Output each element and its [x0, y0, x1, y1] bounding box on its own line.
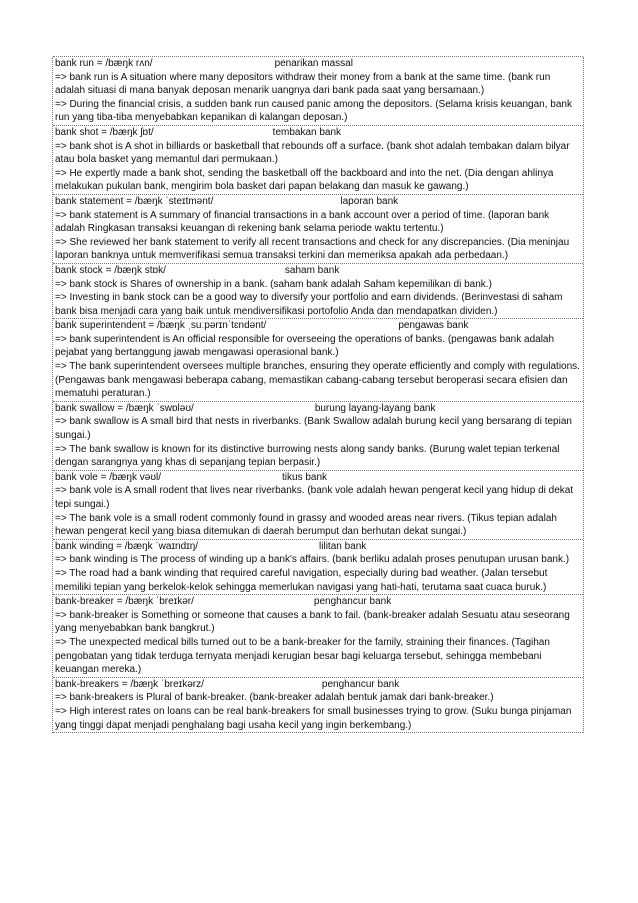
- entry-example: => The road had a bank winding that required careful navigation, especially during bad weather. (Jalan tersebut memiliki tepian yang berkelok-kelok sehingga memerlukan navigasi yang hati-hati, terutama saat cuaca buruk.): [55, 567, 548, 593]
- entry-header: [55, 126, 581, 140]
- entry-definition: => bank vole is A small rodent that lives near riverbanks. (bank vole adalah hewan pengerat kecil yang hidup di dekat tepi sungai.): [55, 485, 574, 510]
- vocab-entry: [53, 194, 583, 264]
- entry-translation: pengawas bank: [398, 320, 469, 332]
- entry-example: => The bank superintendent oversees multiple branches, ensuring they operate efficiently and comply with regulations. (Pengawas bank mengawasi beberapa cabang, memastikan cabang-cabang tersebut beroperasi secara efisien dan mematuhi peraturan.): [55, 361, 580, 400]
- entry-term: bank-breaker = /bæŋk ˈbreɪkər/: [55, 596, 194, 608]
- vocab-entry: [53, 125, 583, 195]
- vocab-entry: [53, 56, 583, 126]
- entry-term: bank stock = /bæŋk stɒk/: [55, 264, 166, 276]
- entry-definition: => bank swallow is A small bird that nests in riverbanks. (Bank Swallow adalah burung kecil yang bersarang di tepian sungai.): [55, 416, 572, 442]
- entry-header: [55, 471, 581, 485]
- vocab-entry: [53, 470, 583, 540]
- entry-example: => High interest rates on loans can be real bank-breakers for small businesses trying to grow. (Suku bunga pinjaman yang tinggi dapat menjadi penghalang bagi usaha kecil yang ingin berkembang.): [55, 705, 572, 731]
- vocabulary-list: [52, 57, 584, 733]
- entry-term: bank run = /bæŋk rʌn/: [55, 58, 153, 69]
- entry-term: bank statement = /bæŋk ˈsteɪtmənt/: [55, 195, 214, 207]
- entry-translation: tembakan bank: [272, 126, 342, 138]
- entry-translation: penghancur bank: [313, 596, 392, 608]
- entry-term: bank shot = /bæŋk ʃɒt/: [55, 126, 154, 138]
- entry-term: bank swallow = /bæŋk ˈswɒləʊ/: [55, 402, 194, 414]
- entry-example: => Investing in bank stock can be a good way to diversify your portfolio and earn dividends. (Berinvestasi di saham bank bisa menjadi cara yang baik untuk mendiversifikasi portofolio Anda dan mendapatkan dividen.): [55, 292, 563, 317]
- entry-translation: saham bank: [284, 264, 340, 276]
- entry-example: => He expertly made a bank shot, sending the basketball off the backboard and into the net. (Dia dengan ahlinya melakukan pukulan bank, mengirim bola basket dari papan belakang dan masuk ke gawang.): [55, 167, 554, 193]
- vocab-entry: [53, 539, 583, 595]
- vocab-entry: [53, 401, 583, 471]
- entry-term: bank winding = /bæŋk ˈwaɪndɪŋ/: [55, 540, 199, 552]
- entry-translation: penarikan massal: [274, 58, 353, 69]
- entry-example: => During the financial crisis, a sudden bank run caused panic among the depositors. (Selama krisis keuangan, bank run yang tiba-tiba menyebabkan kepanikan di kalangan deposan.): [55, 98, 572, 124]
- entry-header: [55, 402, 581, 416]
- vocab-entry: [53, 263, 583, 319]
- entry-header: [55, 540, 581, 554]
- entry-term: bank vole = /bæŋk vəʊl/: [55, 471, 162, 483]
- entry-example: => She reviewed her bank statement to verify all recent transactions and check for any discrepancies. (Dia meninjau laporan banknya untuk memverifikasi semua transaksi terkini dan memeriksa apakah ada perbedaan.): [55, 236, 570, 262]
- entry-definition: => bank statement is A summary of financial transactions in a bank account over a period of time. (laporan bank adalah Ringkasan transaksi keuangan di rekening bank selama periode waktu tertentu.): [55, 209, 550, 235]
- entry-definition: => bank shot is A shot in billiards or basketball that rebounds off a surface. (bank shot adalah tembakan dalam bilyar atau bola basket yang memantul dari permukaan.): [55, 140, 570, 166]
- entry-header: [55, 678, 581, 692]
- entry-header: [55, 595, 581, 609]
- entry-definition: => bank winding is The process of winding up a bank's affairs. (bank berliku adalah proses penutupan urusan bank.): [55, 554, 570, 566]
- entry-header: [55, 264, 581, 278]
- entry-header: [55, 319, 581, 333]
- entry-definition: => bank superintendent is An official responsible for overseeing the operations of banks. (pengawas bank adalah pejabat yang bertanggung jawab mengawasi operasional bank.): [55, 333, 555, 359]
- entry-header: [55, 57, 581, 71]
- entry-example: => The bank vole is a small rodent commonly found in grassy and wooded areas near rivers. (Tikus tepian adalah hewan pengerat kecil yang biasa ditemukan di daerah berumput dan berhutan dekat sungai.): [55, 512, 557, 538]
- entry-example: => The unexpected medical bills turned out to be a bank-breaker for the family, straining their finances. (Tagihan pengobatan yang tidak terduga ternyata menjadi kerugian besar bagi keluarga tersebut, sehingga membebani keuangan mereka.): [55, 636, 550, 676]
- entry-translation: penghancur bank: [321, 678, 400, 690]
- entry-definition: => bank run is A situation where many depositors withdraw their money from a bank at the same time. (bank run adalah situasi di mana banyak deposan menarik uangnya dari bank pada saat yang bersamaan.): [55, 71, 551, 97]
- entry-header: [55, 195, 581, 209]
- entry-translation: laporan bank: [340, 195, 399, 207]
- vocab-entry: [53, 318, 583, 402]
- entry-translation: tikus bank: [282, 471, 328, 483]
- vocab-entry: [53, 677, 583, 733]
- entry-example: => The bank swallow is known for its distinctive burrowing nests along sandy banks. (Burung walet tepian terkenal dengan sarangnya yang khas di sepanjang tepian berpasir.): [55, 443, 560, 469]
- entry-definition: => bank-breaker is Something or someone that causes a bank to fail. (bank-breaker adalah Sesuatu atau seseorang yang menyebabkan bank bangkrut.): [55, 609, 570, 635]
- entry-definition: => bank stock is Shares of ownership in a bank. (saham bank adalah Saham kepemilikan di bank.): [55, 278, 492, 290]
- entry-translation: burung layang-layang bank: [314, 402, 436, 414]
- entry-definition: => bank-breakers is Plural of bank-breaker. (bank-breaker adalah bentuk jamak dari bank-breaker.): [55, 692, 494, 704]
- vocab-entry: [53, 594, 583, 678]
- entry-translation: lilitan bank: [319, 540, 367, 552]
- entry-term: bank superintendent = /bæŋk ˌsuːpərɪnˈtɛndənt/: [55, 320, 267, 332]
- entry-term: bank-breakers = /bæŋk ˈbreɪkərz/: [55, 678, 204, 690]
